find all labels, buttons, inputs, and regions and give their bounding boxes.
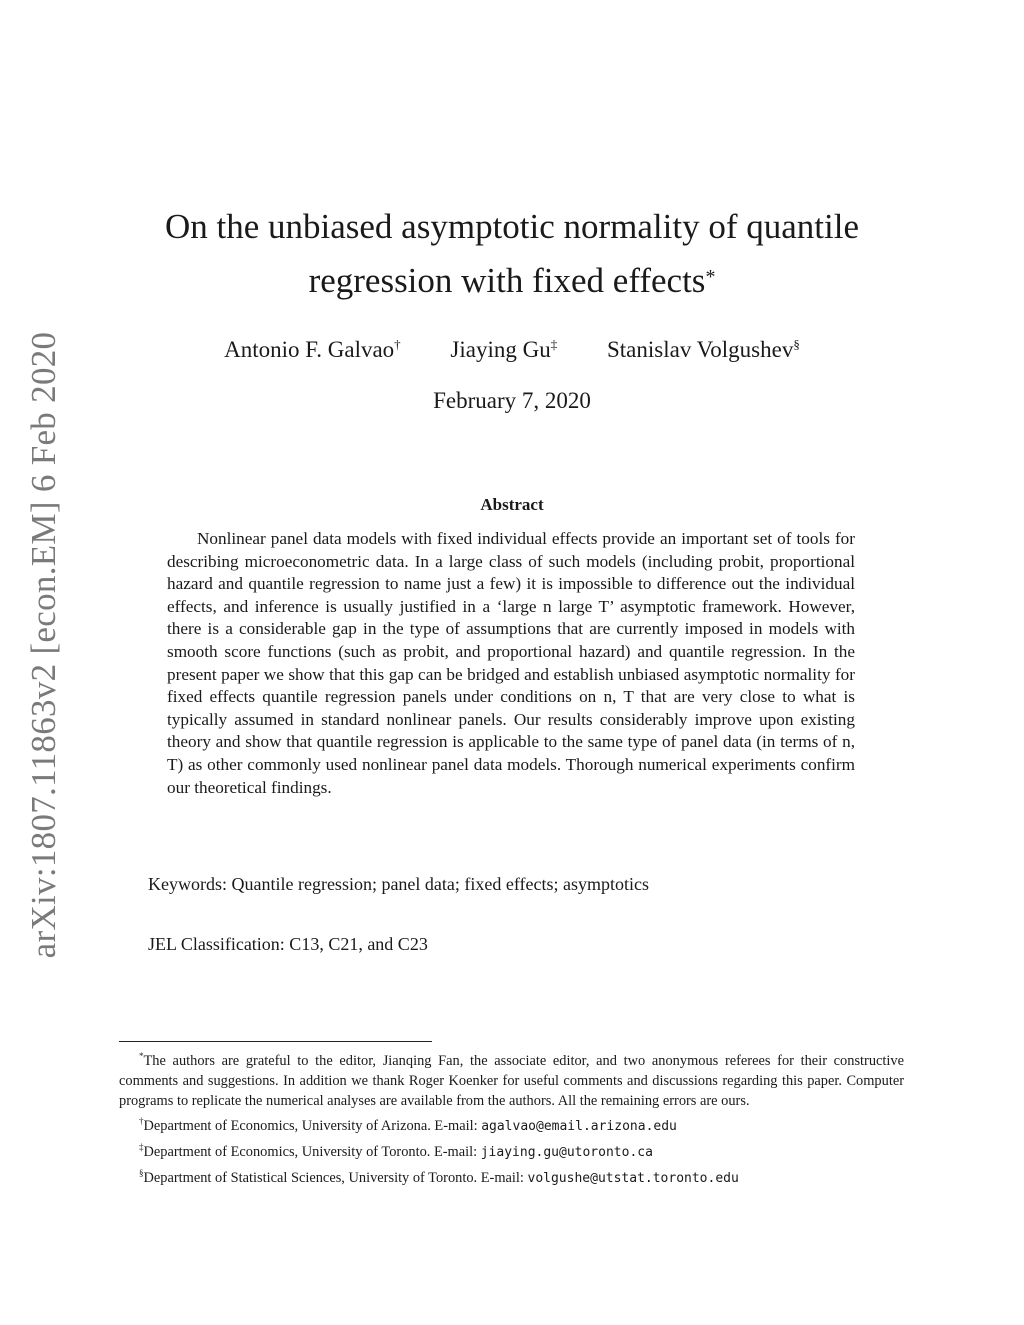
footnote-mark: †	[139, 1116, 144, 1127]
email-link[interactable]: agalvao@email.arizona.edu	[481, 1119, 677, 1135]
author-footnote-mark: §	[793, 336, 800, 351]
footnote-affiliation-gu	[119, 1137, 904, 1163]
author-gu	[450, 337, 557, 362]
paper-title-text: On the unbiased asymptotic normality of quantile regression with fixed effects	[164, 207, 860, 300]
footnote-affiliation-volgushev	[119, 1163, 904, 1189]
paper-title	[120, 200, 904, 308]
author-volgushev	[607, 337, 800, 362]
author-galvao	[224, 337, 401, 362]
author-list	[120, 336, 904, 363]
footnote-text: Department of Economics, University of Arizona. E-mail:	[143, 1118, 482, 1135]
author-footnote-mark: †	[394, 336, 401, 351]
abstract-text: Nonlinear panel data models with fixed individual effects provide an important set of tools for describing microeconometric data. In a large class of such models (including probit, proportional hazard and quantile regression to name just a few) it is impossible to difference out the individual effects, and inference is usually justified in a ‘large n large T’ asymptotic framework. However, there is a considerable gap in the type of assumptions that are currently imposed in models with smooth score functions (such as probit, and proportional hazard) and quantile regression. In the present paper we show that this gap can be bridged and establish unbiased asymptotic normality for fixed effects quantile regression panels under conditions on n, T that are very close to what is typically assumed in standard nonlinear panels. Our results considerably improve upon existing theory and show that quantile regression is applicable to the same type of panel data (in terms of n, T) as other commonly used nonlinear panel data models. Thorough numerical experiments confirm our theoretical findings.	[167, 529, 855, 797]
footnote-divider	[119, 1041, 432, 1042]
footnote-text: The authors are grateful to the editor, Jianqing Fan, the associate editor, and two anonymous referees for their constructive comments and suggestions. In addition we thank Roger Koenker for useful comments and discussions regarding this paper. Computer programs to replicate the numerical analyses are available from the authors. All the remaining errors are ours.	[119, 1052, 904, 1110]
footnote-acknowledgement	[119, 1046, 904, 1111]
jel-classification: JEL Classification: C13, C21, and C23	[148, 934, 428, 954]
email-link[interactable]: volgushe@utstat.toronto.edu	[527, 1171, 739, 1187]
author-footnote-mark: ‡	[550, 336, 558, 351]
footnotes	[119, 1046, 904, 1189]
footnote-mark: ‡	[139, 1142, 144, 1153]
footnote-mark: §	[139, 1168, 144, 1179]
arxiv-identifier: arXiv:1807.11863v2 [econ.EM] 6 Feb 2020	[24, 331, 63, 959]
keywords: Keywords: Quantile regression; panel data; fixed effects; asymptotics	[148, 874, 650, 894]
footnote-text: Department of Economics, University of Toronto. E-mail:	[143, 1144, 481, 1161]
author-name: Antonio F. Galvao	[224, 336, 395, 362]
title-footnote-mark: *	[705, 266, 716, 288]
footnote-mark: *	[139, 1051, 144, 1061]
author-name: Stanislav Volgushev	[606, 336, 794, 362]
publication-date: February 7, 2020	[433, 388, 591, 413]
author-name: Jiaying Gu	[450, 336, 551, 362]
abstract-heading: Abstract	[480, 495, 544, 514]
footnote-text: Department of Statistical Sciences, University of Toronto. E-mail:	[143, 1170, 528, 1187]
footnote-affiliation-galvao	[119, 1111, 904, 1137]
email-link[interactable]: jiaying.gu@utoronto.ca	[480, 1145, 653, 1161]
